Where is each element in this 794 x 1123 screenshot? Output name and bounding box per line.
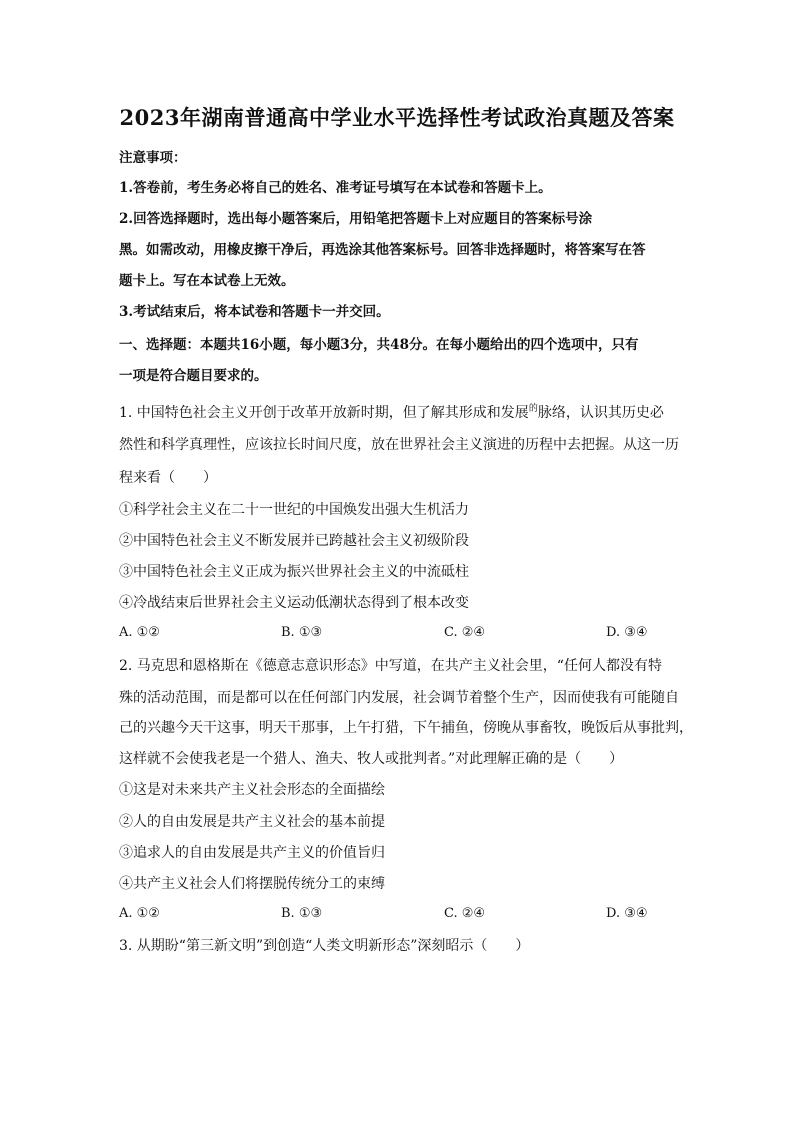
question-1-line-1: [119, 401, 664, 422]
notice-item-3: 3.考试结束后，将本试卷和答题卡一并交回。: [119, 304, 390, 320]
notice-item-2-line-2: 黑。如需改动，用橡皮擦干净后，再选涂其他答案标号。回答非选择题时，将答案写在答: [119, 242, 646, 258]
question-2-line-4: 这样就不会使我老是一个猎人、渔夫、牧人或批判者。”对此理解正确的是（ ）: [119, 751, 624, 767]
question-2-option-c[interactable]: C. ②④: [444, 906, 486, 921]
question-1-option-d[interactable]: D. ③④: [606, 625, 648, 640]
question-1-stray-mark: 的: [528, 404, 538, 414]
question-1-line-3: 程来看（ ）: [119, 470, 217, 486]
question-1-statement-3: ③中国特色社会主义正成为振兴世界社会主义的中流砥柱: [119, 564, 469, 580]
question-1-line-2: 然性和科学真理性，应该拉长时间尺度，放在世界社会主义演进的历程中去把握。从这一历: [119, 437, 679, 453]
question-2-option-b[interactable]: B. ①③: [281, 906, 323, 921]
notice-heading: 注意事项：: [119, 150, 187, 166]
question-2-option-d[interactable]: D. ③④: [606, 906, 648, 921]
question-2-option-a[interactable]: A. ①②: [119, 906, 160, 921]
question-1-line-1-start: 1. 中国特色社会主义开创于改革开放新时期，但了解其形成和发展: [119, 405, 529, 421]
question-2-statement-4: ④共产主义社会人们将摆脱传统分工的束缚: [119, 876, 385, 892]
question-2-line-3: 己的兴趣今天干这事，明天干那事，上午打猎，下午捕鱼，傍晚从事畜牧，晚饭后从事批判，: [119, 720, 693, 736]
notice-item-1: 1.答卷前，考生务必将自己的姓名、准考证号填写在本试卷和答题卡上。: [119, 180, 552, 196]
question-2-statement-3: ③追求人的自由发展是共产主义的价值旨归: [119, 845, 385, 861]
question-1-statement-1: ①科学社会主义在二十一世纪的中国焕发出强大生机活力: [119, 502, 469, 518]
question-1-option-b[interactable]: B. ①③: [281, 625, 323, 640]
question-2-statement-1: ①这是对未来共产主义社会形态的全面描绘: [119, 782, 385, 798]
section-heading-line-1: 一、选择题：本题共16小题，每小题3分，共48分。在每小题给出的四个选项中，只有: [119, 337, 639, 353]
notice-item-2-line-1: 2.回答选择题时，选出每小题答案后，用铅笔把答题卡上对应题目的答案标号涂: [119, 211, 593, 227]
section-heading-line-2: 一项是符合题目要求的。: [119, 368, 268, 384]
question-2-line-2: 殊的活动范围，而是都可以在任何部门内发展，社会调节着整个生产，因而使我有可能随自: [119, 690, 679, 706]
question-3-line-1: 3. 从期盼“第三新文明”到创造“人类文明新形态”深刻昭示（ ）: [119, 938, 530, 954]
question-2-line-1: 2. 马克思和恩格斯在《德意志意识形态》中写道，在共产主义社会里，“任何人都没有特: [119, 658, 662, 674]
notice-item-2-line-3: 题卡上。写在本试卷上无效。: [119, 273, 295, 289]
question-1-statement-2: ②中国特色社会主义不断发展并已跨越社会主义初级阶段: [119, 533, 469, 549]
question-1-line-1-end: 脉络，认识其历史必: [537, 405, 664, 421]
question-1-option-c[interactable]: C. ②④: [444, 625, 486, 640]
question-2-statement-2: ②人的自由发展是共产主义社会的基本前提: [119, 814, 385, 830]
document-title: 2023年湖南普通高中学业水平选择性考试政治真题及答案: [119, 105, 675, 130]
question-1-option-a[interactable]: A. ①②: [119, 625, 160, 640]
question-1-statement-4: ④冷战结束后世界社会主义运动低潮状态得到了根本改变: [119, 595, 469, 611]
